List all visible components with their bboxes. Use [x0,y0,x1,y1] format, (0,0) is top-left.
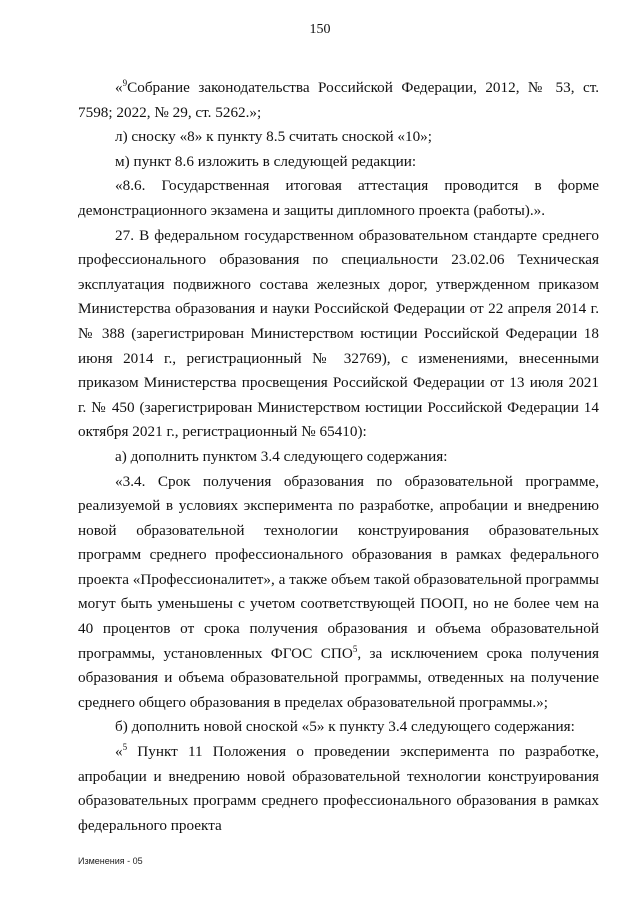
text-fragment: «3.4. Срок получения образования по образовательной программе, реализуемой в условиях эксперимента по разработке, апробации и внедрению новой образовательной технологии конструирования образовательных программ среднего профессионального образования в рамках федерального проекта «Профессионалитет», а также объем такой образовательной программы могут быть уменьшены с учетом соответствующей ПООП, но не более чем на 40 процентов от срока получения образования и объема образовательной программы, установленных ФГОС СПО [78,472,599,662]
document-body [78,76,599,838]
footnote-marker: 5 [352,643,358,654]
page-number: 150 [309,22,331,37]
paragraph-m: м) пункт 8.6 изложить в следующей редакции: [115,152,417,170]
paragraph-l: л) сноску «8» к пункту 8.5 считать сноской «10»; [115,128,432,146]
paragraph-8-6: «8.6. Государственная итоговая аттестация проводится в форме демонстрационного экзамена и защиты дипломного проекта (работы).». [78,177,599,219]
paragraph-27: 27. В федеральном государственном образовательном стандарте среднего профессионального образования по специальности 23.02.06 Техническая эксплуатация подвижного состава железных дорог, утвержденном приказом Министерства образования и науки Российской Федерации от 22 апреля 2014 г. № 388 (зарегистрирован Министерством юстиции Российской Федерации 18 июня 2014 г., регистрационный № 32769), с изменениями, внесенными приказом Министерства просвещения Российской Федерации от 13 июля 2021 г. № 450 (зарегистрирован Министерством юстиции Российской Федерации 14 октября 2021 г., регистрационный № 65410): [78,226,599,441]
footnote-5-text [78,740,599,838]
page-footer: Изменения - 05 [78,856,143,866]
text-fragment: , за исключением срока получения образования и объема образовательной программы, отведенных на получение среднего общего образования в пределах образовательной программы.»; [78,644,599,711]
paragraph-a: а) дополнить пунктом 3.4 следующего содержания: [115,447,448,465]
text-fragment: Собрание законодательства Российской Федерации, 2012, № 53, ст. 7598; 2022, № 29, ст. 5262.»; [78,79,599,121]
footnote-marker: 5 [122,742,128,753]
text-fragment: « [115,743,123,761]
text-fragment: « [115,79,123,96]
paragraph-3-4 [78,470,599,716]
footnote-marker: 9 [122,78,128,88]
paragraph-b: б) дополнить новой сноской «5» к пункту 3.4 следующего содержания: [115,718,575,736]
text-fragment: Пункт 11 Положения о проведении эксперимента по разработке, апробации и внедрению новой образовательной технологии конструирования образовательных программ среднего профессионального образования в рамках федерального проекта [78,743,599,834]
footnote-9-text [78,76,599,125]
